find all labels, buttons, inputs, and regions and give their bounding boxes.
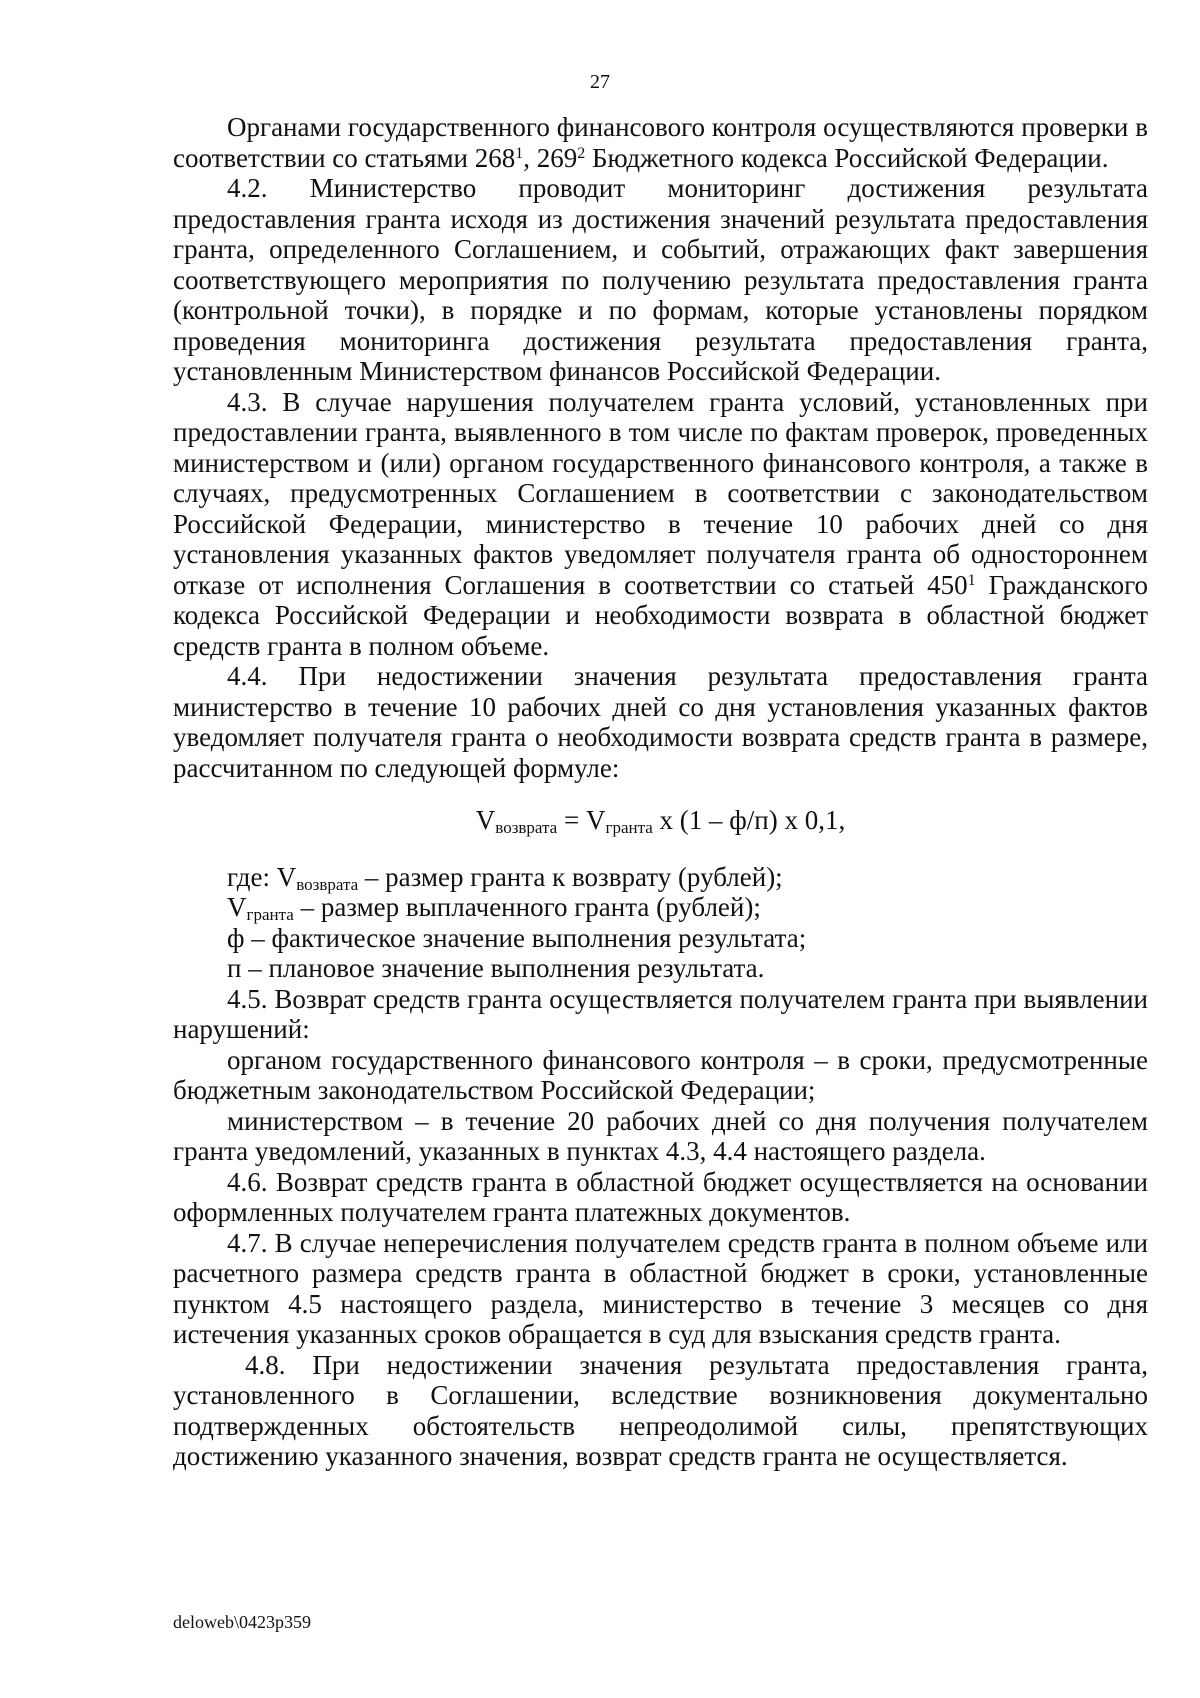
definition-f: ф – фактическое значение выполнения результата;	[227, 922, 807, 953]
formula-v-grant: V	[585, 805, 606, 835]
definition-text: – размер выплаченного гранта (рублей);	[293, 892, 761, 922]
definition-text: – размер гранта к возврату (рублей);	[358, 861, 783, 892]
document-body	[173, 112, 1148, 1472]
formula-rest: x (1 – ф/п) x 0,1,	[652, 805, 846, 835]
paragraph-4-7: 4.7. В случае неперечисления получателем средств гранта в полном объеме или расчетного размера средств гранта в областной бюджет в сроки, установленные пунктом 4.5 настоящего раздела, министерство в течение 3 месяцев со дня истечения указанных сроков обращается в суд для взыскания средств гранта.	[173, 1227, 1148, 1349]
definition-p: п – плановое значение выполнения результата.	[227, 953, 765, 983]
formula	[173, 805, 1148, 836]
paragraph-4-5-item-a: органом государственного финансового контроля – в сроки, предусмотренные бюджетным законодательством Российской Федерации;	[173, 1044, 1148, 1105]
paragraph-4-8: 4.8. При недостижении значения результата предоставления гранта, установленного в Соглашении, вследствие возникновения документально подтвержденных обстоятельств непреодолимой силы, препятствующих достижению указанного значения, возврат средств гранта не осуществляется.	[173, 1349, 1148, 1471]
paragraph-4-2: 4.2. Министерство проводит мониторинг достижения результата предоставления гранта исходя из достижения значений результата предоставления гранта, определенного Соглашением, и событий, отражающих факт завершения соответствующего мероприятия по получению результата предоставления гранта (контрольной точки), в порядке и по формам, которые установлены порядком проведения мониторинга достижения результата предоставления гранта, установленным Министерством финансов Российской Федерации.	[173, 173, 1148, 386]
paragraph-4-3-part-b: Гражданского кодекса Российской Федерации и необходимости возврата в областной бюджет средств гранта в полном объеме.	[173, 569, 1148, 661]
paragraph-intro	[173, 112, 1148, 173]
formula-sub-grant: гранта	[605, 818, 653, 837]
superscript: 1	[967, 571, 976, 589]
paragraph-4-3-part-a: 4.3. В случае нарушения получателем гранта условий, установленных при предоставлении гранта, выявленного в том числе по фактам проверок, проведенных министерством и (или) органом государственного финансового контроля, а также в случаях, предусмотренных Соглашением в соответствии с законодательством Российской Федерации, министерство в течение 10 рабочих дней со дня установления указанных фактов уведомляет получателя гранта об одностороннем отказе от исполнения Соглашения в соответствии со статьей 450	[173, 386, 1148, 600]
formula-sub-return: возврата	[495, 818, 558, 837]
page-number: 27	[590, 71, 610, 93]
definition-symbol: V	[276, 861, 297, 892]
paragraph-intro-part-a: Органами государственного финансового контроля осуществляются проверки в соответствии со статьями 268	[173, 112, 1148, 173]
formula-v-return: V	[475, 805, 496, 835]
superscript: 1	[515, 144, 524, 162]
definition-v-grant	[173, 892, 1148, 923]
paragraph-intro-part-b: , 269	[523, 142, 578, 173]
paragraph-4-4: 4.4. При недостижении значения результата предоставления гранта министерство в течение 10 рабочих дней со дня установления указанных фактов уведомляет получателя гранта о необходимости возврата средств гранта в размере, рассчитанном по следующей формуле:	[173, 661, 1148, 783]
paragraph-4-3	[173, 387, 1148, 662]
paragraph-4-6: 4.6. Возврат средств гранта в областной бюджет осуществляется на основании оформленных получателем гранта платежных документов.	[173, 1166, 1148, 1227]
document-footer-id: deloweb\0423p359	[173, 1612, 311, 1632]
definition-prefix: где:	[227, 861, 277, 892]
paragraph-4-5-item-b: министерством – в течение 20 рабочих дней со дня получения получателем гранта уведомлений, указанных в пунктах 4.3, 4.4 настоящего раздела.	[173, 1105, 1148, 1166]
formula-equals: =	[557, 805, 586, 835]
paragraph-intro-part-c: Бюджетного кодекса Российской Федерации.	[585, 142, 1109, 173]
paragraph-4-5: 4.5. Возврат средств гранта осуществляется получателем гранта при выявлении нарушений:	[173, 983, 1148, 1044]
definition-symbol: V	[227, 892, 247, 922]
superscript: 2	[577, 144, 586, 162]
definition-v-return	[173, 862, 1148, 893]
definition-subscript: гранта	[246, 905, 294, 924]
definition-subscript: возврата	[296, 874, 359, 894]
